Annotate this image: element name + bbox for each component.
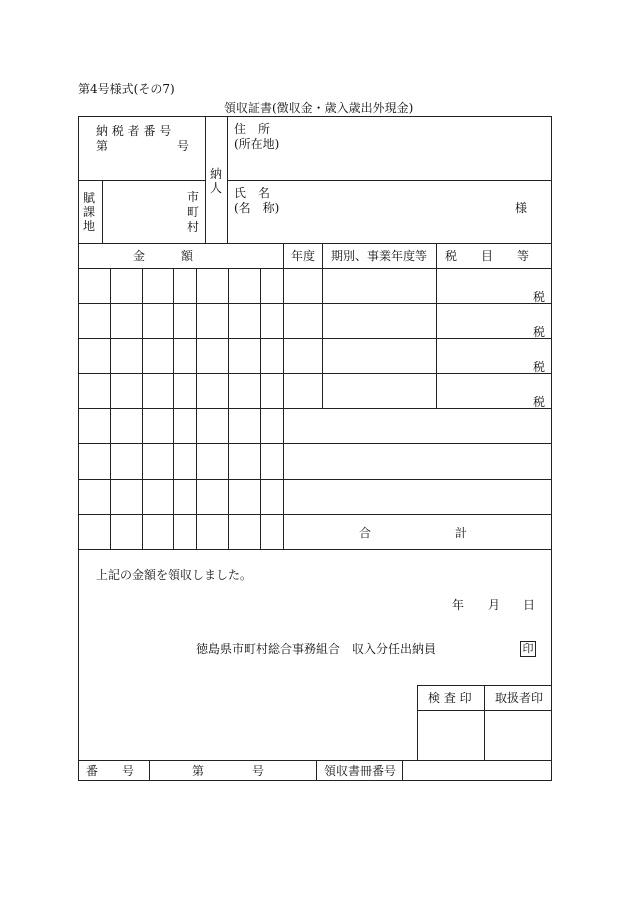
receipt-book-label: 領収書冊番号 xyxy=(324,764,397,778)
city-char-machi: 町 xyxy=(187,205,200,219)
payer-label: 納人 xyxy=(209,167,222,195)
fuka-label: 賦課地 xyxy=(82,191,95,233)
footer-dai-go: 第 号 xyxy=(192,764,265,778)
city-char-shi: 市 xyxy=(187,190,200,204)
total-label: 合 計 xyxy=(359,526,468,540)
form-title: 領収証書(徴収金・歳入歳出外現金) xyxy=(224,101,414,115)
seal-mark: 印 xyxy=(520,641,536,657)
header-amount: 金 額 xyxy=(133,249,194,263)
issuer: 徳島県市町村総合事務組合 収入分任出納員 xyxy=(196,642,437,656)
taxpayer-number-label: 納 税 者 番 号 xyxy=(96,124,172,138)
city-char-mura: 村 xyxy=(187,220,200,234)
tax-suffix-row1: 税 xyxy=(533,290,546,304)
taxpayer-go: 号 xyxy=(177,139,190,153)
header-tax-item: 税 目 等 xyxy=(445,249,530,263)
date-month: 月 xyxy=(488,598,501,612)
address-sub-label: (所在地) xyxy=(234,137,280,151)
handler-seal-label: 取扱者印 xyxy=(495,691,544,705)
inspection-seal-label: 検 査 印 xyxy=(428,691,472,705)
name-sub-label: (名 称) xyxy=(234,201,280,215)
header-year: 年度 xyxy=(291,249,316,263)
header-period: 期別、事業年度等 xyxy=(331,249,428,263)
form-frame xyxy=(78,116,552,781)
address-label: 住 所 xyxy=(234,122,271,136)
tax-suffix-row2: 税 xyxy=(533,325,546,339)
sama-label: 様 xyxy=(515,201,528,215)
footer-number-label: 番 号 xyxy=(86,764,135,778)
form-number: 第4号様式(その7) xyxy=(78,82,175,96)
taxpayer-dai: 第 xyxy=(96,139,109,153)
receipt-text: 上記の金額を領収しました。 xyxy=(96,568,253,582)
date-year: 年 xyxy=(452,598,465,612)
tax-suffix-row4: 税 xyxy=(533,395,546,409)
date-day: 日 xyxy=(523,598,536,612)
tax-suffix-row3: 税 xyxy=(533,360,546,374)
name-label: 氏 名 xyxy=(234,186,271,200)
